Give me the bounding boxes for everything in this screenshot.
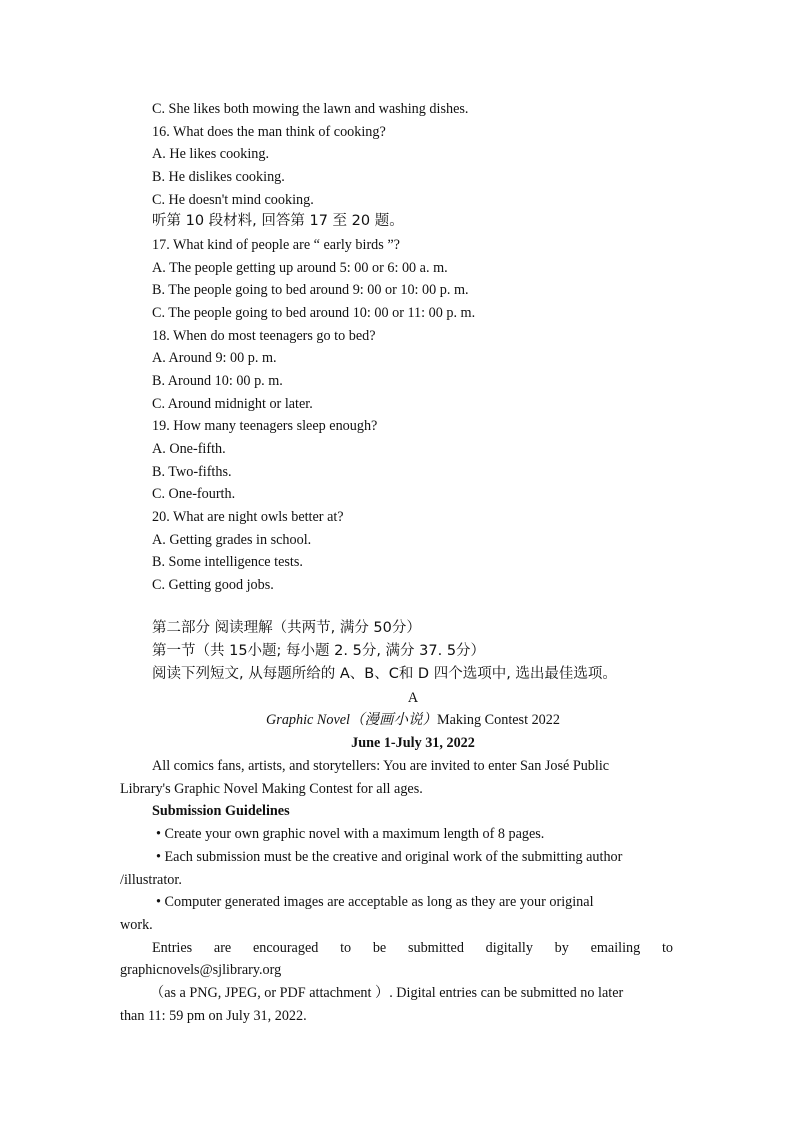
entries-word: encouraged <box>252 940 319 956</box>
contest-dates: June 1-July 31, 2022 <box>351 735 475 751</box>
passage-letter: A <box>407 690 419 706</box>
q19-option-b: B. Two-fifths. <box>152 464 232 480</box>
q19-option-a: A. One-fifth. <box>152 441 226 457</box>
guideline-bullet-2-line-2: /illustrator. <box>120 872 182 888</box>
q18-option-a: A. Around 9: 00 p. m. <box>152 350 277 366</box>
q18-option-b: B. Around 10: 00 p. m. <box>152 373 283 389</box>
section-one-title: 第一节（共 15小题; 每小题 2. 5分, 满分 37. 5分） <box>152 643 486 659</box>
q16-option-c: C. He doesn't mind cooking. <box>152 192 314 208</box>
part-two-title: 第二部分 阅读理解（共两节, 满分 50分） <box>152 620 421 636</box>
intro-line-2: Library's Graphic Novel Making Contest for all ages. <box>120 781 423 797</box>
question-17: 17. What kind of people are “ early birds ”? <box>152 237 400 253</box>
guideline-bullet-1: • Create your own graphic novel with a maximum length of 8 pages. <box>156 826 545 842</box>
q16-option-a: A. He likes cooking. <box>152 146 270 162</box>
q17-option-c: C. The people going to bed around 10: 00 or 11: 00 p. m. <box>152 305 476 321</box>
attachment-line-1: （as a PNG, JPEG, or PDF attachment ）. Digital entries can be submitted no later <box>150 985 624 1001</box>
entries-word: by <box>554 940 569 956</box>
entries-word: Entries <box>152 940 193 956</box>
entries-word: are <box>213 940 232 956</box>
guideline-bullet-3-line-2: work. <box>120 917 153 933</box>
intro-line-1: All comics fans, artists, and storytellers: You are invited to enter San José Public <box>152 758 610 774</box>
contest-email: graphicnovels@sjlibrary.org <box>120 962 282 978</box>
section-10-instruction: 听第 10 段材料, 回答第 17 至 20 题。 <box>152 213 404 229</box>
passage-title-italic: Graphic Novel <box>266 712 350 728</box>
passage-title-chinese: （漫画小说） <box>349 712 437 728</box>
question-19: 19. How many teenagers sleep enough? <box>152 418 378 434</box>
q20-option-a: A. Getting grades in school. <box>152 532 312 548</box>
q20-option-b: B. Some intelligence tests. <box>152 554 303 570</box>
q15-option-c: C. She likes both mowing the lawn and washing dishes. <box>152 101 469 117</box>
question-16: 16. What does the man think of cooking? <box>152 124 386 140</box>
guideline-bullet-3-line-1: • Computer generated images are acceptable as long as they are your original <box>156 894 594 910</box>
reading-instructions: 阅读下列短文, 从每题所给的 A、B、C和 D 四个选项中, 选出最佳选项。 <box>152 666 617 682</box>
submission-guidelines-heading: Submission Guidelines <box>152 803 290 819</box>
q18-option-c: C. Around midnight or later. <box>152 396 313 412</box>
entries-word: to <box>661 940 673 956</box>
passage-title <box>0 711 793 729</box>
attachment-line-2: than 11: 59 pm on July 31, 2022. <box>120 1008 307 1024</box>
question-20: 20. What are night owls better at? <box>152 509 344 525</box>
question-18: 18. When do most teenagers go to bed? <box>152 328 376 344</box>
q20-option-c: C. Getting good jobs. <box>152 577 274 593</box>
q16-option-b: B. He dislikes cooking. <box>152 169 285 185</box>
entries-word: submitted <box>407 940 464 956</box>
entries-word: emailing <box>590 940 641 956</box>
q17-option-b: B. The people going to bed around 9: 00 or 10: 00 p. m. <box>152 282 469 298</box>
passage-title-rest: Making Contest 2022 <box>436 712 560 728</box>
entries-word: be <box>372 940 387 956</box>
entries-word: to <box>340 940 352 956</box>
q17-option-a: A. The people getting up around 5: 00 or 6: 00 a. m. <box>152 260 448 276</box>
entries-word: digitally <box>485 940 533 956</box>
entries-line <box>152 939 673 957</box>
q19-option-c: C. One-fourth. <box>152 486 236 502</box>
guideline-bullet-2-line-1: • Each submission must be the creative and original work of the submitting author <box>156 849 623 865</box>
